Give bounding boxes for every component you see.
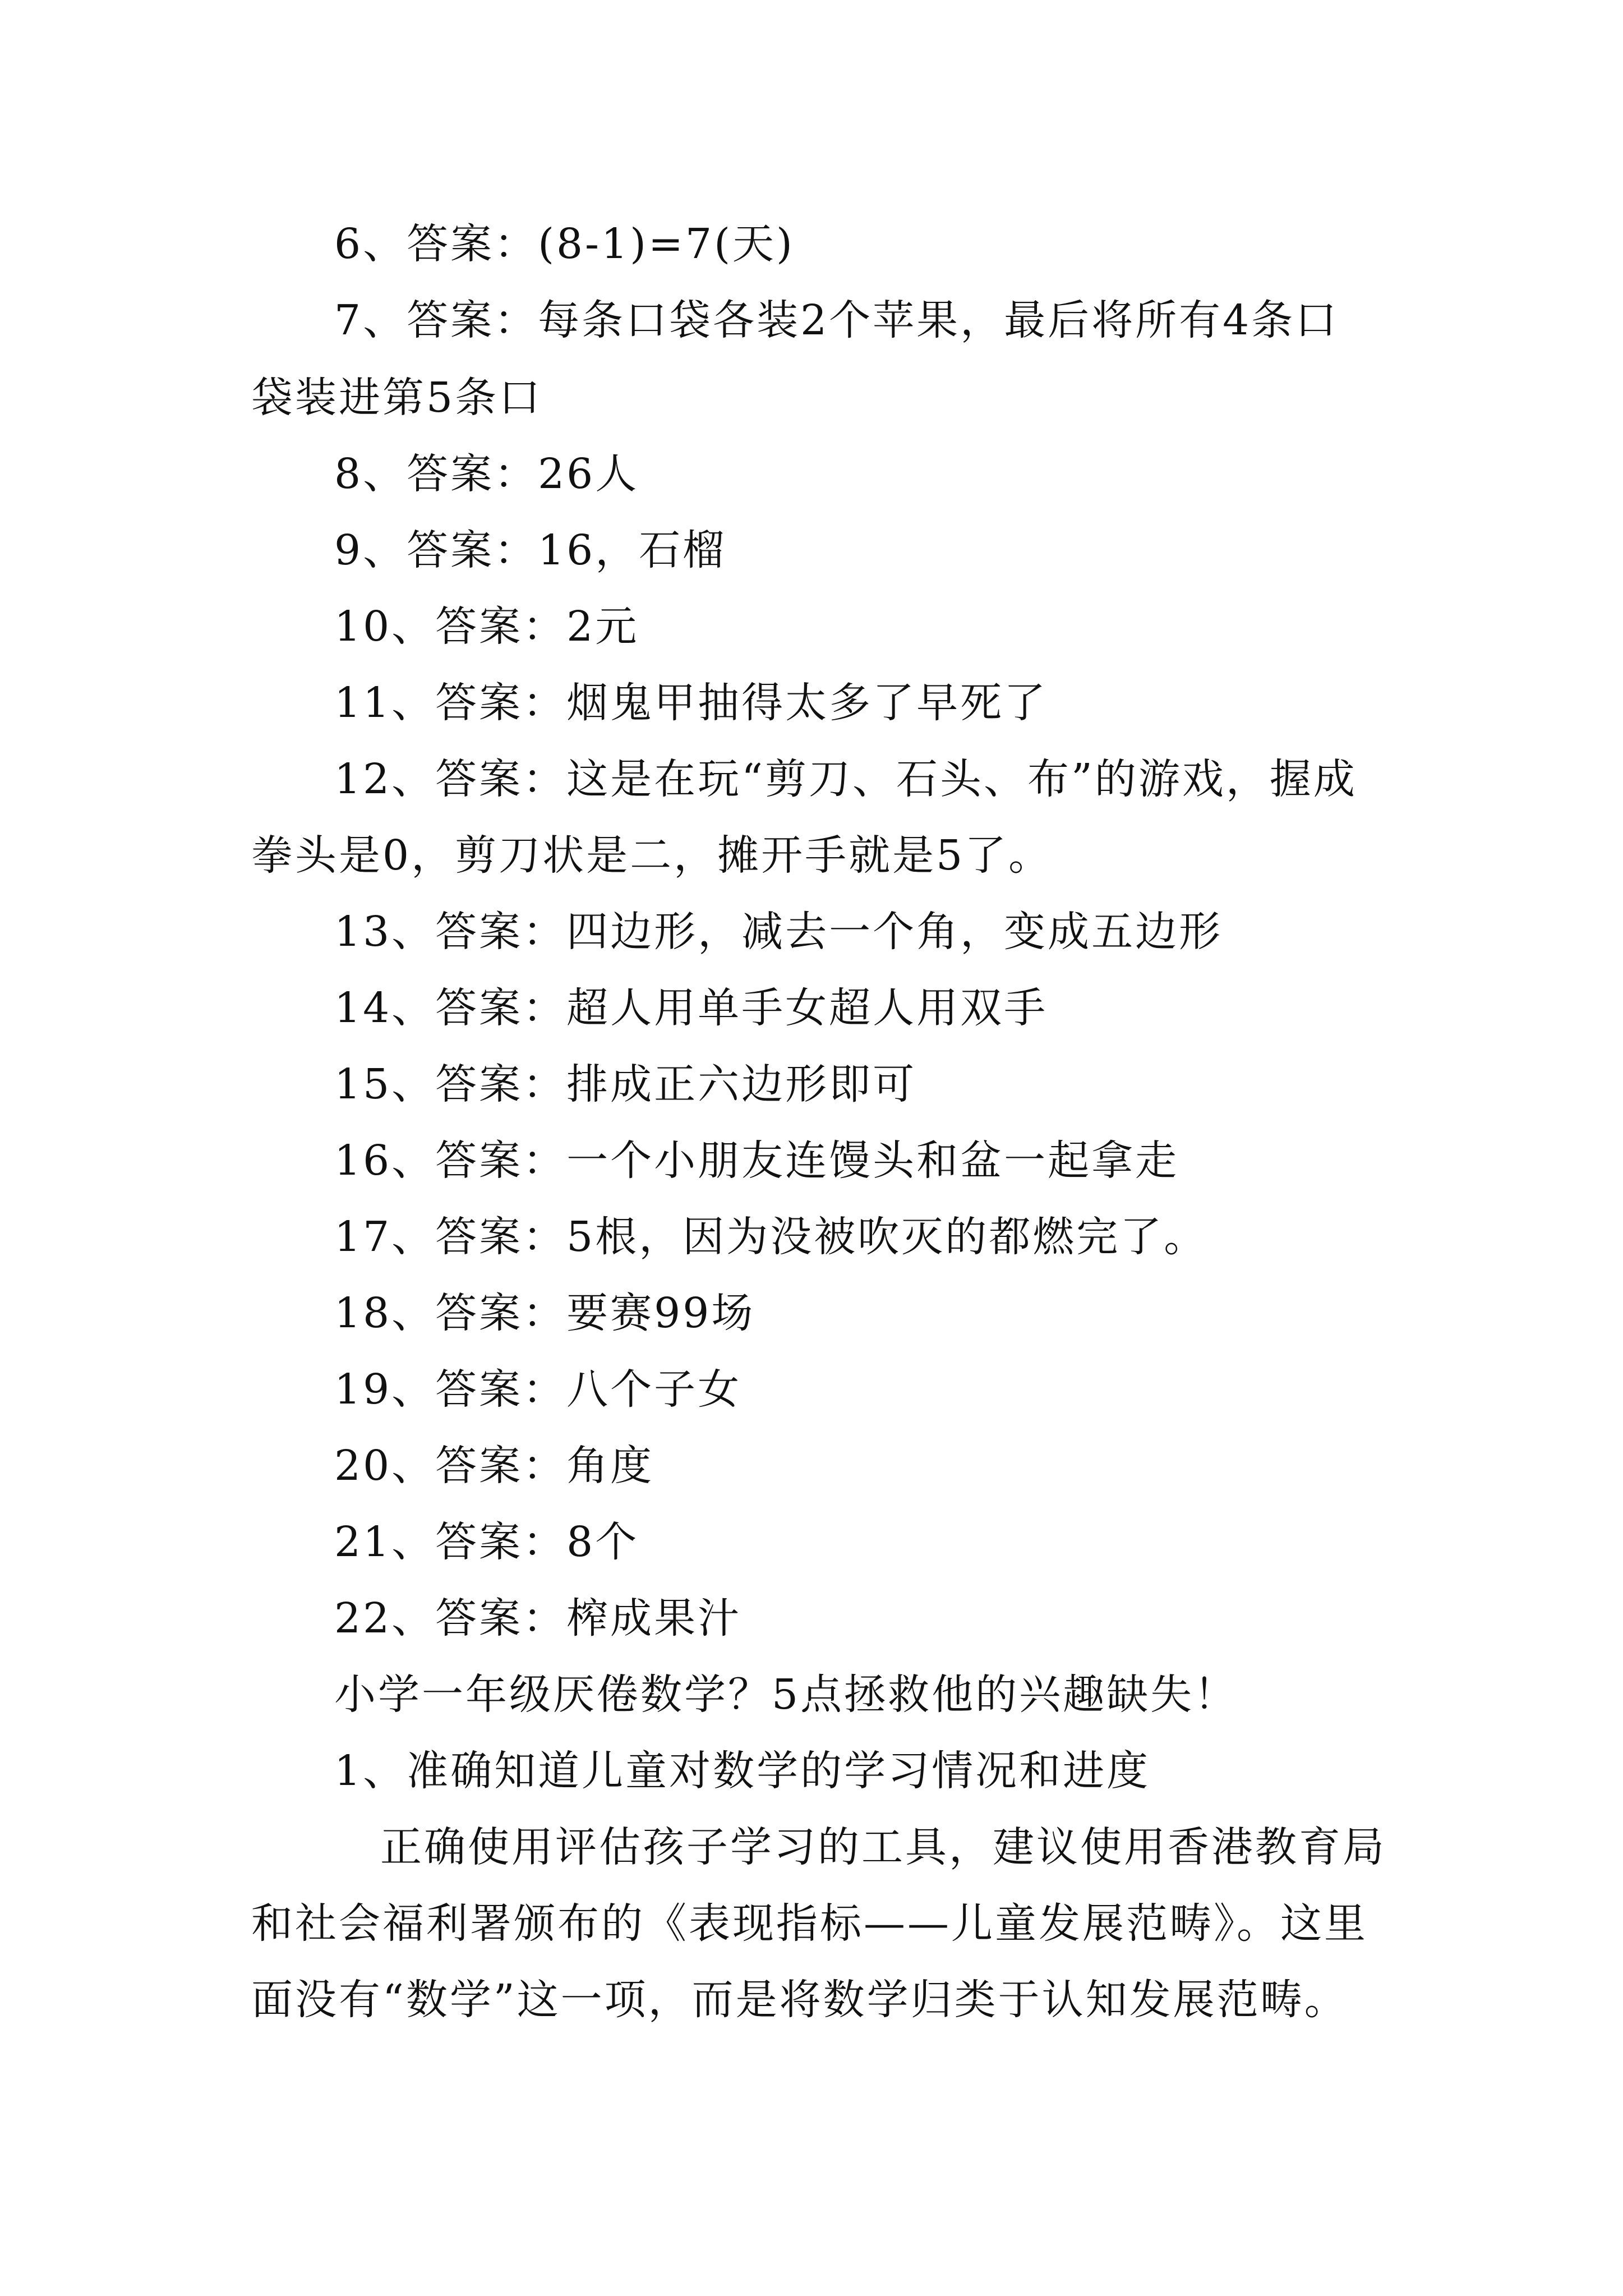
answer-text: 榨成果汁 <box>566 1594 742 1642</box>
answer-7-continuation: 袋装进第5条口 <box>251 374 543 422</box>
answer-label: 17、答案： <box>334 1213 567 1261</box>
answer-text: 八个子女 <box>566 1365 742 1414</box>
answer-label: 9、答案： <box>334 526 538 574</box>
answer-13 <box>334 907 1223 957</box>
answer-text: 8个 <box>566 1518 639 1566</box>
answer-label: 20、答案： <box>334 1442 567 1490</box>
answer-14 <box>334 983 1048 1033</box>
answer-text: 四边形，减去一个角，变成五边形 <box>566 908 1223 956</box>
answer-20 <box>334 1441 654 1491</box>
answer-label: 18、答案： <box>334 1289 567 1337</box>
answer-text: 一个小朋友连馒头和盆一起拿走 <box>566 1137 1179 1185</box>
answer-11 <box>334 678 1048 728</box>
answer-12-continuation: 拳头是0，剪刀状是二，摊开手就是5了。 <box>251 831 1053 880</box>
answer-label: 11、答案： <box>334 679 567 727</box>
answer-12 <box>334 754 1357 804</box>
answer-9 <box>334 525 726 576</box>
answer-text: 排成正六边形即可 <box>566 1060 917 1108</box>
answer-21 <box>334 1517 639 1567</box>
answer-text: 烟鬼甲抽得太多了早死了 <box>566 679 1048 727</box>
answer-text: 16，石榴 <box>538 526 727 574</box>
answer-17 <box>334 1212 1207 1262</box>
answer-15 <box>334 1059 916 1110</box>
article-heading: 小学一年级厌倦数学？5点拯救他的兴趣缺失！ <box>334 1671 1238 1719</box>
answer-19 <box>334 1364 741 1415</box>
answer-18 <box>334 1288 755 1338</box>
article-point-1: 1、准确知道儿童对数学的学习情况和进度 <box>334 1747 1151 1795</box>
answer-22 <box>334 1593 741 1644</box>
article-paragraph-line-2: 和社会福利署颁布的《表现指标——儿童发展范畴》。这里 <box>251 1899 1368 1948</box>
answer-label: 21、答案： <box>334 1518 567 1566</box>
answer-label: 22、答案： <box>334 1594 567 1642</box>
answer-text: 角度 <box>566 1442 654 1490</box>
answer-text: 26人 <box>538 450 639 498</box>
answer-6 <box>334 219 795 269</box>
answer-7 <box>334 295 1339 346</box>
answer-text: 每条口袋各装2个苹果，最后将所有4条口 <box>538 296 1339 344</box>
answer-text: 要赛99场 <box>566 1289 755 1337</box>
article-paragraph-line-3: 面没有“数学”这一项，而是将数学归类于认知发展范畴。 <box>251 1976 1348 2024</box>
answer-label: 14、答案： <box>334 984 567 1032</box>
answer-text: 5根，因为没被吹灭的都燃完了。 <box>566 1213 1208 1261</box>
answer-label: 7、答案： <box>334 296 538 344</box>
answer-8 <box>334 449 639 499</box>
answer-label: 8、答案： <box>334 450 538 498</box>
answer-text: (8-1)=7(天) <box>538 220 795 268</box>
answer-label: 6、答案： <box>334 220 538 268</box>
answer-label: 10、答案： <box>334 602 567 651</box>
answer-label: 15、答案： <box>334 1060 567 1108</box>
answer-label: 13、答案： <box>334 908 567 956</box>
answer-text: 2元 <box>566 602 639 651</box>
answer-16 <box>334 1135 1179 1186</box>
answer-text: 这是在玩“剪刀、石头、布”的游戏，握成 <box>566 755 1357 803</box>
answer-label: 12、答案： <box>334 755 567 803</box>
answer-label: 16、答案： <box>334 1137 567 1185</box>
answer-10 <box>334 601 639 652</box>
answer-text: 超人用单手女超人用双手 <box>566 984 1048 1032</box>
article-paragraph-line-1: 正确使用评估孩子学习的工具，建议使用香港教育局 <box>380 1823 1386 1871</box>
answer-label: 19、答案： <box>334 1365 567 1414</box>
